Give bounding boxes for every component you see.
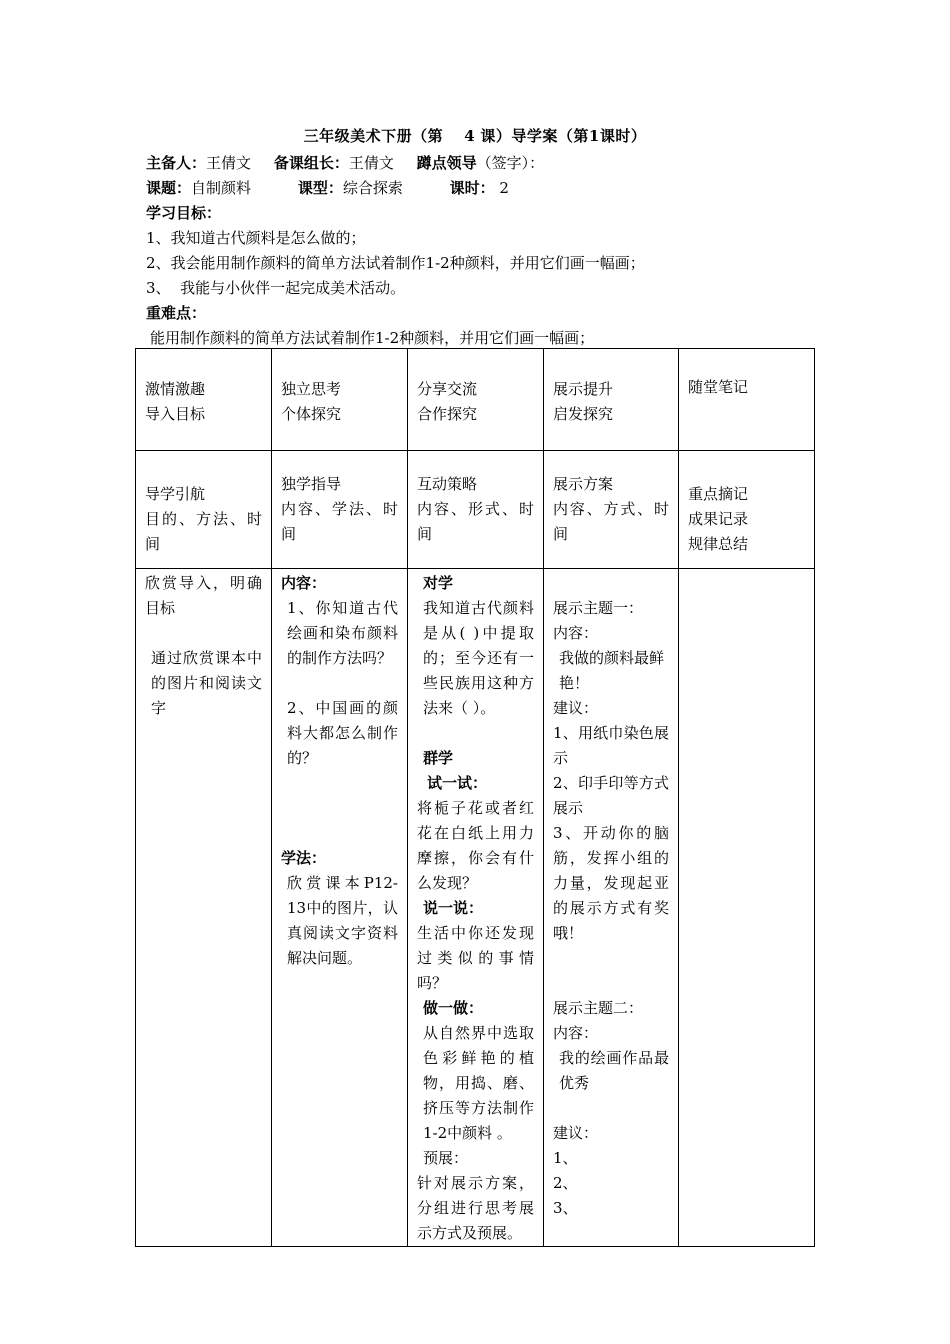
guide-cell: 独学指导 内容、学法、时间 xyxy=(272,451,408,569)
guide-cell: 展示方案 内容、方式、时间 xyxy=(544,451,679,569)
key-points-heading: 重难点： xyxy=(146,304,207,322)
content-cell-presentation: 展示主题一： 内容： 我做的颜料最鲜艳！ 建议： 1、用纸巾染色展示 2、印手印等方式展示 3、开动你的脑筋，发挥小组的力量，发现起亚的展示方式有奖哦！ 展示主题二： 内容： 我的绘画作品最优秀 建议： 1、 2、 3、 xyxy=(544,569,679,1247)
table-guide-row xyxy=(136,451,815,569)
content-cell-intro: 欣赏导入，明确目标 通过欣赏课本中的图片和阅读文字 xyxy=(136,569,272,1247)
content-cell-interaction: 对学 我知道古代颜料是从( )中提取的；至今还有一些民族用这种方法来（ ）。 群学 试一试： 将栀子花或者红花在白纸上用力摩擦，你会有什么发现？ 说一说： 生活中你还发现过类似的事情吗？ 做一做： 从自然界中选取色彩鲜艳的植物，用捣、磨、挤压等方法制作1-2中颜料 。 预展： 针对展示方案，分组进行思考展示方式及预展。 xyxy=(408,569,544,1247)
lesson-table xyxy=(135,348,815,1247)
objectives-heading: 学习目标： xyxy=(146,204,222,222)
objective-item: 1、我知道古代颜料是怎么做的； xyxy=(146,229,366,247)
header-cell: 随堂笔记 xyxy=(679,349,815,451)
objective-item: 2、我会能用制作颜料的简单方法试着制作1-2种颜料，并用它们画一幅画； xyxy=(146,254,645,272)
guide-cell: 导学引航 目的、方法、时间 xyxy=(136,451,272,569)
page-title: 三年级美术下册（第 4 课）导学案（第1课时） xyxy=(303,127,647,145)
header-cell: 激情激趣 导入目标 xyxy=(136,349,272,451)
header-cell: 分享交流 合作探究 xyxy=(408,349,544,451)
key-points-text: 能用制作颜料的简单方法试着制作1-2种颜料，并用它们画一幅画； xyxy=(150,329,595,347)
content-cell-notes xyxy=(679,569,815,1247)
table-header-row xyxy=(136,349,815,451)
guide-cell: 互动策略 内容、形式、时间 xyxy=(408,451,544,569)
objective-item: 3、 我能与小伙伴一起完成美术活动。 xyxy=(146,279,406,297)
guide-cell: 重点摘记 成果记录 规律总结 xyxy=(679,451,815,569)
lesson-line: 课题：自制颜料 课型：综合探索 课时： 2 xyxy=(146,179,509,197)
content-cell-self-study: 内容： 1、你知道古代绘画和染布颜料的制作方法吗？ 2、中国画的颜料大都怎么制作的？ 学法： 欣赏课本P12-13中的图片，认真阅读文字资料解决问题。 xyxy=(272,569,408,1247)
meta-line: 主备人：王倩文 备课组长：王倩文 蹲点领导（签字）： xyxy=(146,154,545,172)
header-cell: 展示提升 启发探究 xyxy=(544,349,679,451)
header-cell: 独立思考 个体探究 xyxy=(272,349,408,451)
table-content-row xyxy=(136,569,815,1247)
